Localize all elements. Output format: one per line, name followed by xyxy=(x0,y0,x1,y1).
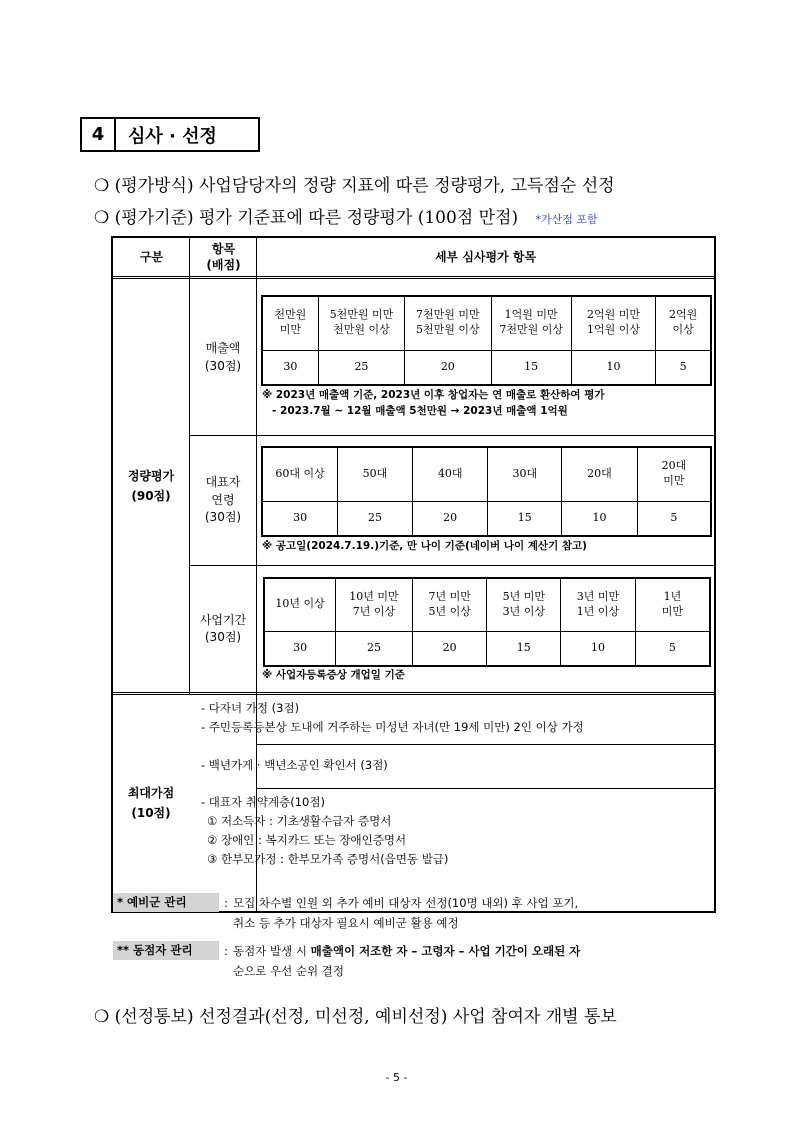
period-points: (30점) xyxy=(204,630,242,644)
period-range-cell: 3년 미만 1년 이상 xyxy=(561,578,636,631)
period-note: ※ 사업자등록증상 개업일 기준 xyxy=(262,669,405,681)
bonus-vulnerable-item: ③ 한부모가정 : 한부모가족 증명서(읍면동 발급) xyxy=(207,851,449,866)
bullet-text: (평가방식) 사업담당자의 정량 지표에 따른 정량평가, 고득점순 선정 xyxy=(114,176,615,196)
period-range-cell: 7년 미만 5년 이상 xyxy=(412,578,487,631)
header-item xyxy=(190,238,257,278)
period-title: 사업기간 xyxy=(199,612,247,627)
sales-score-cell: 25 xyxy=(318,350,404,385)
header-detail: 세부 심사평가 항목 xyxy=(434,250,537,265)
header-item-label: 항목 xyxy=(211,242,236,257)
sales-range-cell: 2억원 미만 1억원 이상 xyxy=(571,296,655,350)
reserve-body xyxy=(233,893,723,933)
reserve-label: * 예비군 관리 xyxy=(113,893,219,912)
sales-note xyxy=(262,388,605,420)
period-score-cell: 15 xyxy=(487,631,561,666)
sales-note-line: ※ 2023년 매출액 기준, 2023년 이후 창업자는 연 매출로 환산하여 평가 xyxy=(262,389,605,401)
bullet-selection-notice xyxy=(94,1002,617,1027)
period-range-cell: 10년 이상 xyxy=(264,578,336,631)
age-range-cell: 40대 xyxy=(412,447,488,501)
bullet-mark: ❍ xyxy=(94,1007,110,1027)
bonus-vulnerable xyxy=(201,793,448,869)
page-number: - 5 - xyxy=(385,1071,408,1084)
sales-score-cell: 5 xyxy=(656,350,711,385)
reserve-line: 모집 차수별 인원 외 추가 예비 대상자 선정(10명 내외) 후 사업 포기, xyxy=(233,896,579,910)
sales-title: 매출액 xyxy=(205,341,241,356)
bonus-group-title: 최대가점 xyxy=(127,786,175,801)
footnote-reserve: * 예비군 관리 : 모집 차수별 인원 외 추가 예비 대상자 선정(10명 내외) 후 사업 포기, 취소 등 추가 대상자 필요시 예비군 활용 예정 xyxy=(113,893,723,933)
quant-group-points: (90점) xyxy=(131,488,171,503)
age-title: 대표자 xyxy=(205,475,241,490)
sales-score-cell: 10 xyxy=(571,350,655,385)
sales-score-cell: 30 xyxy=(262,350,318,385)
bullet-text: (평가기준) 평가 기준표에 따른 정량평가 (100점 만점) xyxy=(114,208,519,228)
bonus-vulnerable-title: - 대표자 취약계층(10점) xyxy=(201,795,325,809)
section-title-box xyxy=(80,117,260,152)
age-label xyxy=(190,436,256,565)
bullet-text: (선정통보) 선정결과(선정, 미선정, 예비선정) 사업 참여자 개별 통보 xyxy=(114,1007,617,1027)
bonus-group-points: (10점) xyxy=(131,805,171,820)
age-range-cell: 20대 미만 xyxy=(637,447,711,501)
header-item-points: (배점) xyxy=(206,258,241,272)
sales-score-cell: 15 xyxy=(491,350,571,385)
bullet-evaluation-criteria xyxy=(94,203,598,228)
age-score-cell: 30 xyxy=(262,501,338,536)
tie-criteria: 매출액이 저조한 자 – 고령자 – 사업 기간이 오래된 자 xyxy=(310,944,581,958)
evaluation-table xyxy=(111,236,716,913)
quant-group-title: 정량평가 xyxy=(127,469,175,484)
bonus-multichild xyxy=(201,699,584,737)
age-range-cell: 30대 xyxy=(488,447,562,501)
period-label xyxy=(190,566,256,692)
age-score-cell: 5 xyxy=(637,501,711,536)
sales-note-example: - 2023.7월 ~ 12월 매출액 5천만원 → 2023년 매출액 1억원 xyxy=(272,404,568,417)
bonus-multichild-title: - 다자녀 가정 (3점) xyxy=(201,701,300,715)
age-range-cell: 20대 xyxy=(562,447,638,501)
section-number: 4 xyxy=(82,119,116,150)
period-score-cell: 30 xyxy=(264,631,336,666)
header-category: 구분 xyxy=(139,250,164,265)
footnote-tie: ** 동점자 관리 : 동점자 발생 시 매출액이 저조한 자 – 고령자 – 사업 기간이 오래된 자 순으로 우선 순위 결정 xyxy=(113,941,723,981)
sales-range-cell: 천만원 미만 xyxy=(262,296,318,350)
bonus-multichild-detail: - 주민등록등본상 도내에 거주하는 미성년 자녀(만 19세 미만) 2인 이상 가정 xyxy=(201,719,584,734)
sales-range-cell: 1억원 미만 7천만원 이상 xyxy=(491,296,571,350)
tie-label: ** 동점자 관리 xyxy=(113,941,219,960)
section-title: 심사 · 선정 xyxy=(128,125,217,147)
quant-group-label xyxy=(113,280,189,693)
bullet-evaluation-method xyxy=(94,171,615,196)
age-score-cell: 25 xyxy=(338,501,413,536)
period-score-cell: 5 xyxy=(635,631,710,666)
tie-body xyxy=(233,941,723,981)
period-score-table xyxy=(263,577,711,667)
period-range-cell: 5년 미만 3년 이상 xyxy=(487,578,561,631)
age-range-cell: 50대 xyxy=(338,447,413,501)
tie-line: 순으로 우선 순위 결정 xyxy=(233,964,344,979)
sales-score-cell: 20 xyxy=(405,350,491,385)
sales-points: (30점) xyxy=(204,358,242,373)
age-score-cell: 15 xyxy=(488,501,562,536)
age-score-table xyxy=(261,446,712,537)
tie-prefix: 동점자 발생 시 xyxy=(233,944,311,958)
bullet-mark: ❍ xyxy=(94,208,110,228)
sales-label xyxy=(190,280,256,435)
sales-range-cell: 7천만원 미만 5천만원 이상 xyxy=(405,296,491,350)
period-range-cell: 1년 미만 xyxy=(635,578,710,631)
reserve-line: 취소 등 추가 대상자 필요시 예비군 활용 예정 xyxy=(233,916,459,931)
period-range-cell: 10년 미만 7년 이상 xyxy=(336,578,413,631)
age-points: (30점) xyxy=(204,510,242,525)
sales-range-cell: 5천만원 미만 천만원 이상 xyxy=(318,296,404,350)
bonus-note: *가산점 포함 xyxy=(535,213,598,226)
age-note: ※ 공고일(2024.7.19.)기준, 만 나이 기준(네이버 나이 계산기 참고) xyxy=(262,540,587,552)
period-score-cell: 25 xyxy=(336,631,413,666)
age-score-cell: 20 xyxy=(412,501,488,536)
age-range-cell: 60대 이상 xyxy=(262,447,338,501)
bonus-centennial: - 백년가게 · 백년소공인 확인서 (3점) xyxy=(201,758,388,772)
period-score-cell: 20 xyxy=(412,631,487,666)
bullet-mark: ❍ xyxy=(94,176,110,196)
age-score-cell: 10 xyxy=(562,501,638,536)
bonus-vulnerable-item: ① 저소득자 : 기초생활수급자 증명서 xyxy=(207,813,392,828)
sales-score-table xyxy=(261,295,712,386)
bonus-vulnerable-item: ② 장애인 : 복지카드 또는 장애인증명서 xyxy=(207,832,407,847)
age-title-2: 연령 xyxy=(211,492,235,507)
sales-range-cell: 2억원 이상 xyxy=(656,296,711,350)
period-score-cell: 10 xyxy=(561,631,636,666)
